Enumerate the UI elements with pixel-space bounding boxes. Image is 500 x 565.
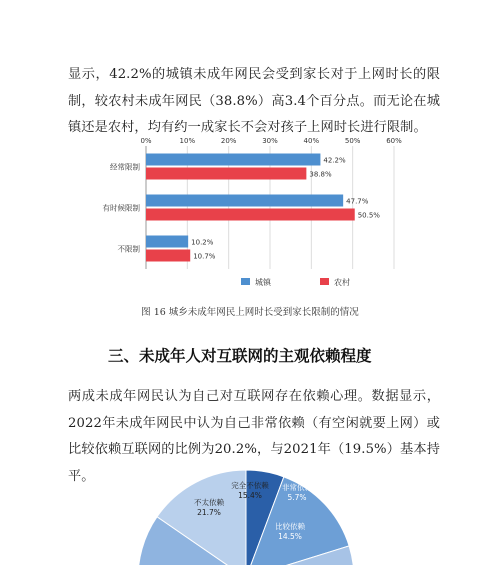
intro-paragraph: 显示，42.2%的城镇未成年网民会受到家长对于上网时长的限制，较农村未成年网民（38.8%）高3.4个百分点。而无论在城镇还是农村，均有约一成家长不会对孩子上网时长进行限制。	[68, 67, 440, 135]
section-heading: 三、未成年人对互联网的主观依赖程度	[108, 347, 372, 365]
bar-urban	[146, 236, 188, 248]
x-tick-label: 30%	[262, 137, 278, 145]
bar-value-label: 42.2%	[323, 156, 346, 165]
pie-chart	[0, 462, 500, 565]
x-tick-label: 60%	[386, 137, 402, 145]
bar-value-label: 10.7%	[193, 252, 216, 261]
x-tick-label: 0%	[140, 137, 152, 145]
x-tick-label: 40%	[303, 137, 320, 145]
legend-swatch	[320, 278, 329, 285]
pie-slice-label: 不太依赖	[194, 498, 224, 507]
pie-slice-value: 21.7%	[197, 508, 221, 517]
bar-urban	[146, 195, 343, 207]
x-tick-label: 50%	[344, 137, 361, 145]
legend-label: 城镇	[255, 278, 271, 287]
bar-value-label: 47.7%	[346, 197, 369, 206]
category-label: 有时候限制	[102, 203, 140, 213]
bar-chart	[0, 134, 500, 294]
bar-rural	[146, 168, 306, 180]
x-tick-label: 10%	[179, 137, 196, 145]
pie-slice-label: 完全不依赖	[231, 481, 269, 490]
pie-slice-label: 非常依赖	[282, 483, 312, 492]
legend-label: 农村	[334, 278, 350, 287]
pie-slice-value: 14.5%	[278, 532, 302, 541]
bar-urban	[146, 154, 320, 166]
bar-rural	[146, 250, 190, 262]
bar-value-label: 10.2%	[191, 238, 214, 247]
category-label: 经常限制	[110, 162, 140, 172]
bar-value-label: 38.8%	[309, 170, 332, 179]
pie-slice-value: 15.4%	[238, 491, 262, 500]
x-tick-label: 20%	[220, 137, 237, 145]
pie-slice-value: 5.7%	[287, 493, 307, 502]
dependence-paragraph: 两成未成年网民认为自己对互联网存在依赖心理。数据显示，2022年未成年网民中认为自己非常依赖（有空闲就要上网）或比较依赖互联网的比例为20.2%，与2021年（19.5%）基本持平。	[68, 389, 440, 484]
category-label: 不限制	[117, 244, 140, 254]
figure-caption: 图 16 城乡未成年网民上网时长受到家长限制的情况	[141, 307, 359, 318]
bar-value-label: 50.5%	[357, 211, 380, 220]
bar-rural	[146, 209, 355, 221]
legend-swatch	[241, 278, 250, 285]
pie-slice-label: 比较依赖	[275, 522, 305, 531]
